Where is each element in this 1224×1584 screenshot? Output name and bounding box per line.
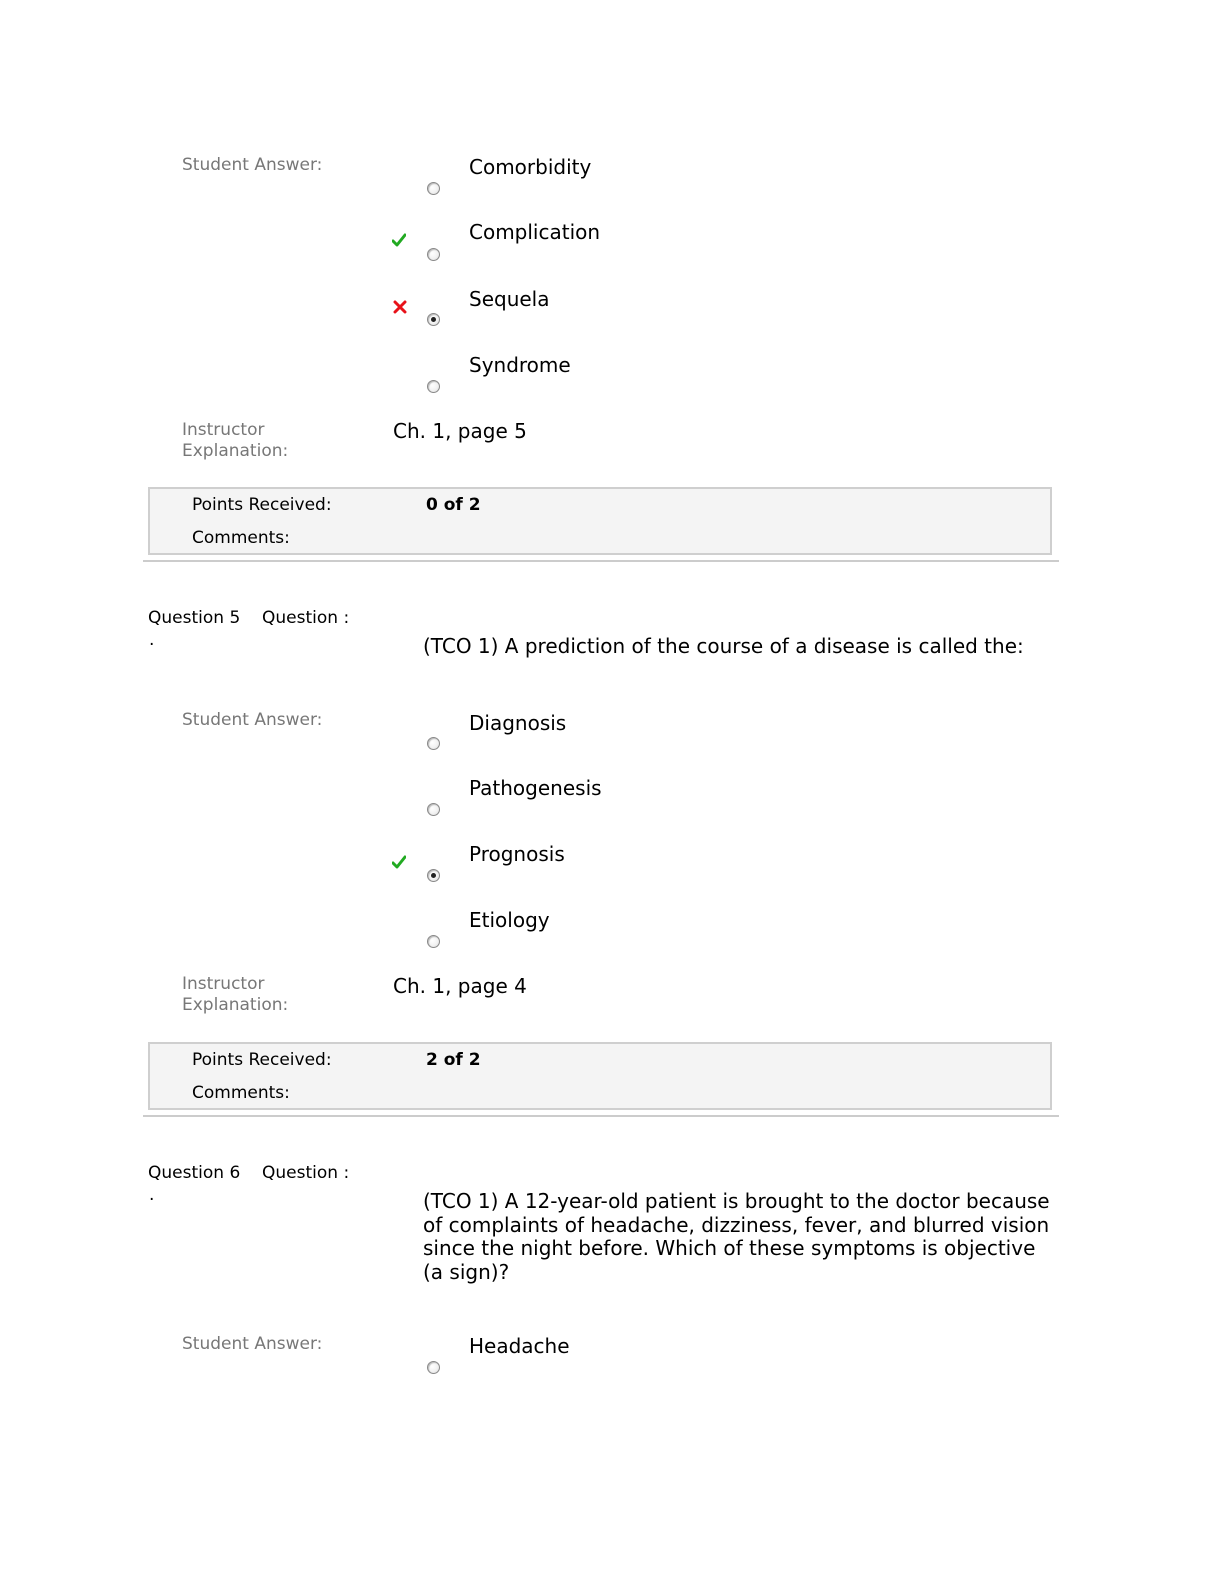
explanation-label: Explanation: [182,441,289,461]
answer-option-etiology: Etiology [469,908,550,932]
comments-label: Comments: [192,1083,290,1103]
student-answer-label: Student Answer: [182,155,323,175]
answer-option-complication: Complication [469,220,601,244]
points-received-label: Points Received: [192,1050,332,1070]
question-text-line: of complaints of headache, dizziness, fever, and blurred vision [423,1212,1050,1237]
points-received-label: Points Received: [192,495,332,515]
question-label: Question : [262,1163,350,1183]
answer-option-comorbidity: Comorbidity [469,155,592,179]
points-received-value: 0 of 2 [426,495,481,515]
divider [143,1115,1059,1117]
radio-headache[interactable] [427,1361,440,1374]
points-box [148,1042,1052,1110]
answer-option-syndrome: Syndrome [469,353,571,377]
question-number: Question 6 [148,1163,241,1183]
question-text-line: (TCO 1) A 12-year-old patient is brought to the doctor because [423,1189,1050,1213]
radio-diagnosis[interactable] [427,737,440,750]
points-box [148,487,1052,555]
question-text-line: (a sign)? [423,1259,510,1284]
student-answer-label: Student Answer: [182,1334,323,1354]
answer-option-diagnosis: Diagnosis [469,711,567,735]
radio-comorbidity[interactable] [427,182,440,195]
question-text-line: since the night before. Which of these symptoms is objective [423,1236,1036,1260]
answer-option-sequela: Sequela [469,287,550,311]
correct-check-icon [392,233,406,247]
student-answer-label: Student Answer: [182,710,323,730]
question-text: (TCO 1) A prediction of the course of a disease is called the: [423,634,1024,658]
question-dot: . [149,630,155,650]
divider [143,560,1059,562]
answer-option-headache: Headache [469,1334,570,1358]
instructor-label: Instructor [182,420,265,440]
radio-prognosis-selected[interactable] [427,869,440,882]
points-received-value: 2 of 2 [426,1050,481,1070]
explanation-label: Explanation: [182,995,289,1015]
radio-pathogenesis[interactable] [427,803,440,816]
correct-check-icon [392,855,406,869]
question-text [423,1190,1050,1284]
question-number: Question 5 [148,608,241,628]
incorrect-x-icon [393,300,407,314]
instructor-explanation: Ch. 1, page 5 [393,419,527,443]
comments-label: Comments: [192,528,290,548]
instructor-explanation: Ch. 1, page 4 [393,974,527,998]
radio-sequela-selected[interactable] [427,313,440,326]
question-label: Question : [262,608,350,628]
question-dot: . [149,1185,155,1205]
radio-syndrome[interactable] [427,380,440,393]
radio-complication[interactable] [427,248,440,261]
instructor-label: Instructor [182,974,265,994]
answer-option-pathogenesis: Pathogenesis [469,776,602,800]
answer-option-prognosis: Prognosis [469,842,565,866]
radio-etiology[interactable] [427,935,440,948]
